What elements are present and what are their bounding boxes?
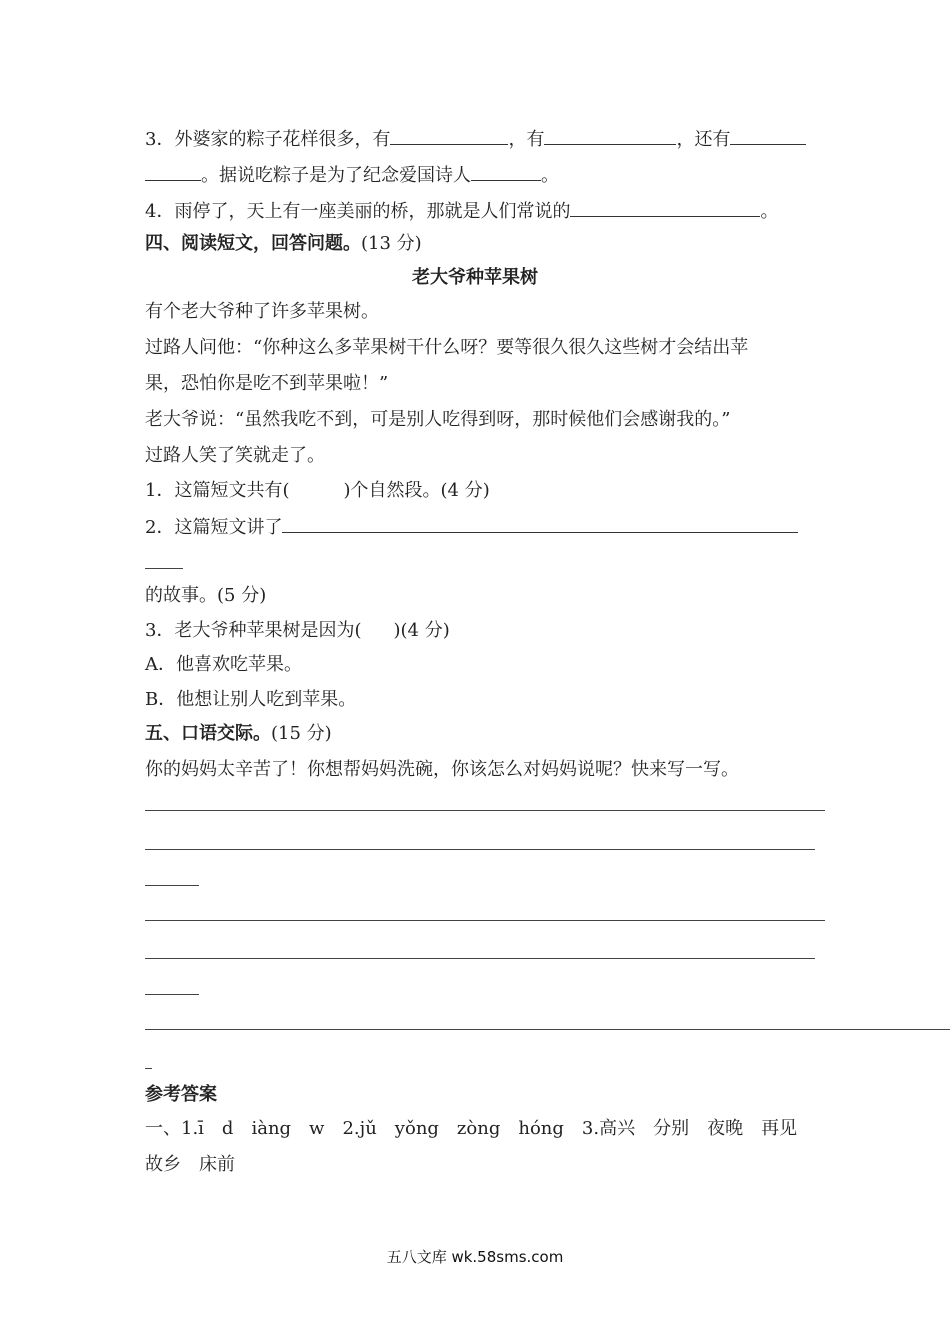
fill-question-4: 4．雨停了，天上有一座美丽的桥，那就是人们常说的 。 — [145, 198, 778, 224]
writing-line — [145, 849, 815, 850]
reading-question-1: 1．这篇短文共有( )个自然段。(4 分) — [145, 480, 490, 501]
blank — [471, 162, 541, 181]
footer-watermark: 五八文库 wk.58sms.com — [386, 1248, 564, 1266]
section-4-heading: 四、阅读短文，回答问题。(13 分) — [145, 233, 422, 254]
blank — [544, 126, 676, 145]
answers-line: 故乡 床前 — [145, 1154, 235, 1175]
section-5-heading: 五、口语交际。(15 分) — [145, 723, 332, 744]
reading-question-3: 3．老大爷种苹果树是因为( )(4 分) — [145, 620, 450, 641]
fill-question-3-line1: 3．外婆家的粽子花样很多，有 ，有 ，还有 — [145, 126, 806, 152]
blank — [570, 198, 760, 217]
answer-line — [145, 568, 183, 569]
fill-question-3-line2: 。据说吃粽子是为了纪念爱国诗人 。 — [145, 162, 559, 188]
writing-line — [145, 994, 199, 995]
option-b: B．他想让别人吃到苹果。 — [145, 689, 357, 710]
story-paragraph: 有个老大爷种了许多苹果树。 — [145, 301, 379, 322]
story-paragraph: 果，恐怕你是吃不到苹果啦！” — [145, 373, 389, 394]
story-title: 老大爷种苹果树 — [412, 267, 538, 288]
reading-question-2-end: 的故事。(5 分) — [145, 585, 267, 606]
blank — [730, 126, 806, 145]
option-a: A．他喜欢吃苹果。 — [145, 654, 302, 675]
blank — [145, 162, 201, 181]
reading-question-2: 2．这篇短文讲了 — [145, 514, 798, 540]
writing-line — [145, 1068, 152, 1069]
story-paragraph: 老大爷说：“虽然我吃不到，可是别人吃得到呀，那时候他们会感谢我的。” — [145, 409, 731, 430]
answers-line: 一、1.ī d iàng w 2.jǔ yǒng zòng hóng 3.高兴 分别 夜晚 再见 — [145, 1118, 798, 1139]
writing-line — [145, 810, 825, 811]
blank — [282, 514, 798, 533]
section-5-prompt: 你的妈妈太辛苦了！你想帮妈妈洗碗，你该怎么对妈妈说呢？快来写一写。 — [145, 759, 739, 780]
writing-line — [145, 1029, 950, 1030]
writing-line — [145, 885, 199, 886]
blank — [390, 126, 508, 145]
story-paragraph: 过路人笑了笑就走了。 — [145, 445, 325, 466]
writing-line — [145, 920, 825, 921]
story-paragraph: 过路人问他：“你种这么多苹果树干什么呀？要等很久很久这些树才会结出苹 — [145, 337, 749, 358]
answers-heading: 参考答案 — [145, 1084, 217, 1105]
writing-line — [145, 958, 815, 959]
